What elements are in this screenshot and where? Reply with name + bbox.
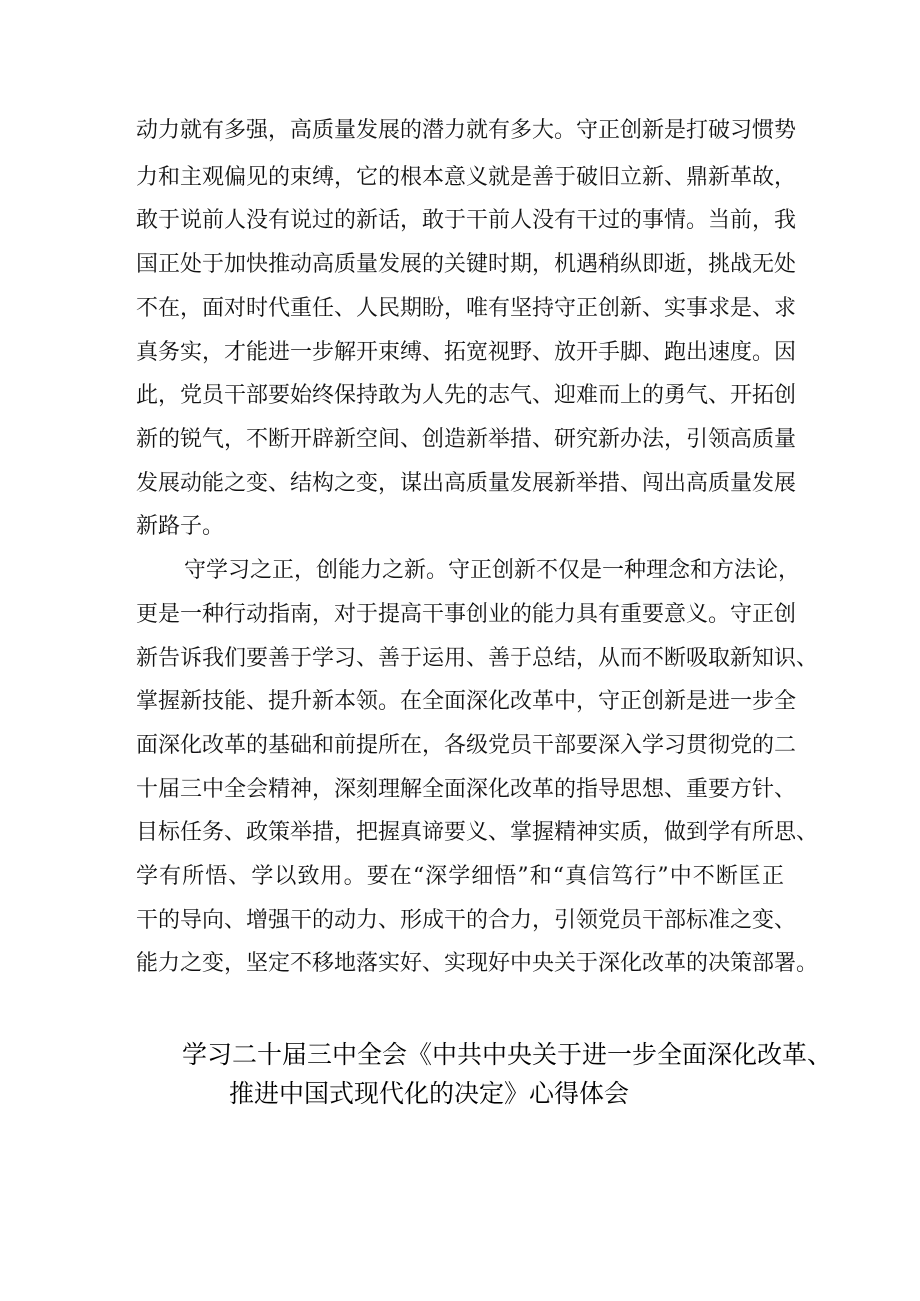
paragraph-line: 掌握新技能、提升新本领。在全面深化改革中，守正创新是进一步全	[136, 689, 797, 714]
paragraph-line: 干的导向、增强干的动力、形成干的合力，引领党员干部标准之变、	[136, 908, 797, 933]
paragraph-line: 十届三中全会精神，深刻理解全面深化改革的指导思想、重要方针、	[136, 777, 797, 802]
paragraph-line: 国正处于加快推动高质量发展的关键时期，机遇稍纵即逝，挑战无处	[136, 252, 797, 277]
paragraph-line: 新路子。	[136, 514, 225, 539]
paragraph-line: 学有所悟、学以致用。要在“深学细悟”和“真信笃行”中不断匡正	[136, 864, 784, 889]
paragraph-line: 面深化改革的基础和前提所在，各级党员干部要深入学习贯彻党的二	[136, 733, 797, 758]
paragraph-line: 新的锐气，不断开辟新空间、创造新举措、研究新办法，引领高质量	[136, 427, 797, 452]
paragraph-line: 新告诉我们要善于学习、善于运用、善于总结，从而不断吸取新知识、	[136, 646, 819, 671]
paragraph-line: 守学习之正，创能力之新。守正创新不仅是一种理念和方法论，	[184, 558, 801, 583]
title-line-1: 学习二十届三中全会《中共中央关于进一步全面深化改革、	[182, 1040, 833, 1069]
paragraph-line: 发展动能之变、结构之变，谋出高质量发展新举措、闯出高质量发展	[136, 471, 797, 496]
paragraph-line: 力和主观偏见的束缚，它的根本意义就是善于破旧立新、鼎新革故，	[136, 165, 797, 190]
paragraph-line: 此，党员干部要始终保持敢为人先的志气、迎难而上的勇气、开拓创	[136, 383, 797, 408]
paragraph-line: 更是一种行动指南，对于提高干事创业的能力具有重要意义。守正创	[136, 602, 797, 627]
paragraph-line: 能力之变，坚定不移地落实好、实现好中央关于深化改革的决策部署。	[136, 951, 819, 976]
paragraph-line: 真务实，才能进一步解开束缚、拓宽视野、放开手脚、跑出速度。因	[136, 340, 797, 365]
paragraph-line: 敢于说前人没有说过的新话，敢于干前人没有干过的事情。当前，我	[136, 208, 797, 233]
paragraph-line: 动力就有多强，高质量发展的潜力就有多大。守正创新是打破习惯势	[136, 118, 797, 143]
paragraph-line: 不在，面对时代重任、人民期盼，唯有坚持守正创新、实事求是、求	[136, 296, 797, 321]
paragraph-line: 目标任务、政策举措，把握真谛要义、掌握精神实质，做到学有所思、	[136, 820, 819, 845]
title-line-2: 推进中国式现代化的决定》心得体会	[229, 1079, 630, 1108]
